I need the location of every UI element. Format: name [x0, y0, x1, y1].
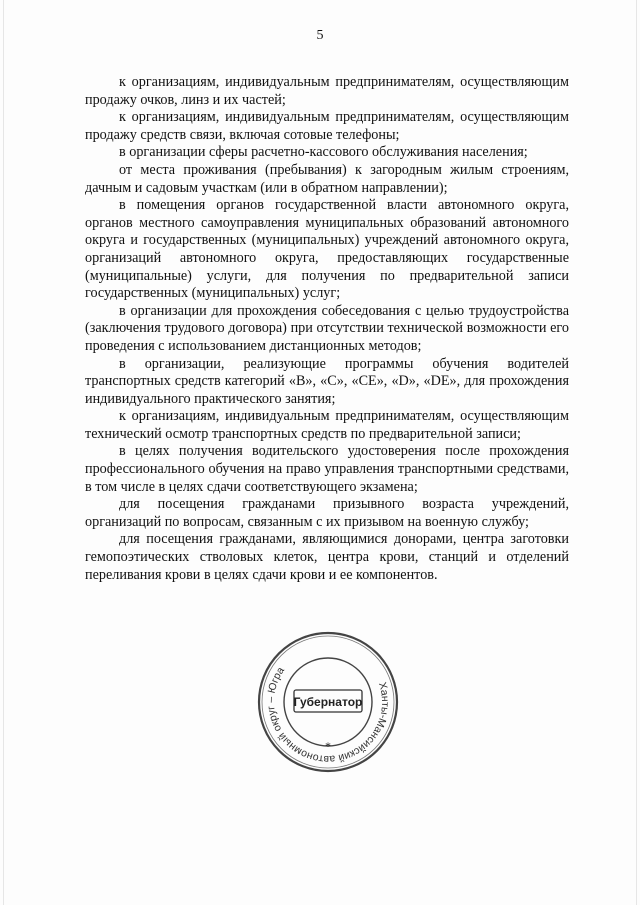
list-item: к организациям, индивидуальным предпринимателям, осуществляющим продажу средств связи, включая сотовые телефоны; [85, 109, 569, 143]
list-item: для посещения гражданами призывного возраста учреждений, организаций по вопросам, связанным с их призывом на военную службу; [85, 496, 569, 530]
seal-stamp-graphic [256, 630, 400, 774]
scan-edge-right [636, 0, 637, 905]
list-item: к организациям, индивидуальным предпринимателям, осуществляющим продажу очков, линз и их частей; [85, 74, 569, 108]
list-item: в помещения органов государственной власти автономного округа, органов местного самоуправления муниципальных образований автономного округа и государственных (муниципальных) учреждений автономного округа, организаций автономного округа, предоставляющих государственные (муниципальные) услуги, для получения по предварительной записи государственных (муниципальных) услуг; [85, 197, 569, 302]
seal-center-text: Губернатор [293, 695, 363, 709]
list-item: в целях получения водительского удостоверения после прохождения профессионального обучения на право управления транспортными средствами, в том числе в целях сдачи соответствующего экзамена; [85, 443, 569, 495]
scan-edge-left [3, 0, 4, 905]
list-item: для посещения гражданами, являющимися донорами, центра заготовки гемопоэтических стволовых клеток, центра крови, станций и отделений переливания крови в целях сдачи крови и ее компонентов. [85, 531, 569, 583]
document-body [85, 74, 569, 584]
list-item: в организации для прохождения собеседования с целью трудоустройства (заключения трудового договора) при отсутствии технической возможности его проведения с использованием дистанционных методов; [85, 302, 569, 354]
seal-star-icon: * [325, 739, 331, 753]
list-item: от места проживания (пребывания) к загородным жилым строениям, дачным и садовым участкам (или в обратном направлении); [85, 161, 569, 196]
list-item: в организации, реализующие программы обучения водителей транспортных средств категорий «B», «C», «CE», «D», «DE», для прохождения индивидуального практического занятия; [85, 355, 569, 407]
list-item: к организациям, индивидуальным предпринимателям, осуществляющим технический осмотр транспортных средств по предварительной записи; [85, 408, 569, 442]
seal-ring-text: Ханты-Мансийский автономный округ – Югра [264, 664, 392, 766]
list-item: в организации сферы расчетно-кассового обслуживания населения; [119, 144, 528, 161]
page-number: 5 [316, 28, 324, 43]
governor-seal [256, 630, 400, 774]
